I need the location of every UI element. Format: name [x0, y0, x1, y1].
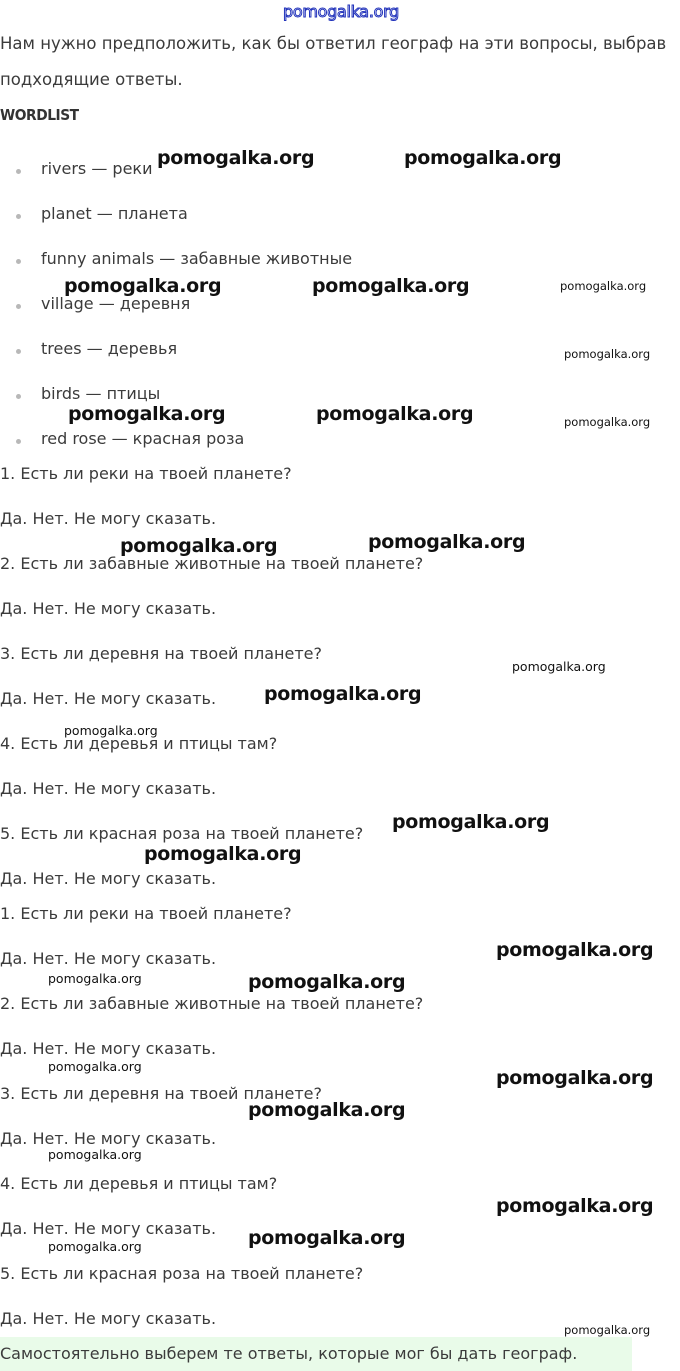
bullet-icon: [16, 304, 21, 309]
question-2: 2. Есть ли забавные животные на твоей планете?: [0, 994, 424, 1013]
watermark: pomogalka.org: [48, 1147, 142, 1162]
watermark: pomogalka.org: [392, 811, 550, 833]
watermark: pomogalka.org: [496, 1067, 654, 1089]
list-item: village — деревня: [41, 294, 191, 313]
bullet-icon: [16, 214, 21, 219]
wordlist-heading: WORDLIST: [0, 106, 79, 124]
watermark: pomogalka.org: [64, 723, 158, 738]
watermark: pomogalka.org: [248, 1227, 406, 1249]
bullet-icon: [16, 259, 21, 264]
watermark: pomogalka.org: [564, 1323, 651, 1337]
answer-options: Да. Нет. Не могу сказать.: [0, 1129, 217, 1148]
question-5: 5. Есть ли красная роза на твоей планете?: [0, 824, 364, 843]
watermark: pomogalka.org: [404, 147, 562, 169]
list-item: rivers — реки: [41, 159, 153, 178]
question-4: 4. Есть ли деревья и птицы там?: [0, 1174, 278, 1193]
watermark: pomogalka.org: [144, 843, 302, 865]
site-logo: pomogalka.org: [283, 2, 399, 21]
conclusion-text: Самостоятельно выберем те ответы, которые мог бы дать географ.: [0, 1344, 578, 1363]
answer-options: Да. Нет. Не могу сказать.: [0, 689, 217, 708]
bullet-icon: [16, 394, 21, 399]
watermark: pomogalka.org: [312, 275, 470, 297]
question-3: 3. Есть ли деревня на твоей планете?: [0, 644, 322, 663]
list-item: planet — планета: [41, 204, 188, 223]
watermark: pomogalka.org: [264, 683, 422, 705]
watermark: pomogalka.org: [68, 403, 226, 425]
watermark: pomogalka.org: [48, 971, 142, 986]
watermark: pomogalka.org: [316, 403, 474, 425]
watermark: pomogalka.org: [496, 1195, 654, 1217]
watermark: pomogalka.org: [120, 535, 278, 557]
intro-text-line-1: Нам нужно предположить, как бы ответил географ на эти вопросы, выбрав: [0, 34, 667, 53]
watermark: pomogalka.org: [48, 1059, 142, 1074]
list-item: red rose — красная роза: [41, 429, 245, 448]
answer-options: Да. Нет. Не могу сказать.: [0, 949, 217, 968]
answer-options: Да. Нет. Не могу сказать.: [0, 509, 217, 528]
question-4: 4. Есть ли деревья и птицы там?: [0, 734, 278, 753]
question-5: 5. Есть ли красная роза на твоей планете?: [0, 1264, 364, 1283]
bullet-icon: [16, 169, 21, 174]
watermark: pomogalka.org: [512, 659, 606, 674]
answer-options: Да. Нет. Не могу сказать.: [0, 1309, 217, 1328]
question-1: 1. Есть ли реки на твоей планете?: [0, 904, 292, 923]
watermark: pomogalka.org: [564, 415, 651, 429]
answer-options: Да. Нет. Не могу сказать.: [0, 1039, 217, 1058]
watermark: pomogalka.org: [248, 1099, 406, 1121]
watermark: pomogalka.org: [48, 1239, 142, 1254]
watermark: pomogalka.org: [368, 531, 526, 553]
intro-text-line-2: подходящие ответы.: [0, 70, 183, 89]
bullet-icon: [16, 349, 21, 354]
answer-options: Да. Нет. Не могу сказать.: [0, 869, 217, 888]
list-item: funny animals — забавные животные: [41, 249, 353, 268]
list-item: trees — деревья: [41, 339, 178, 358]
list-item: birds — птицы: [41, 384, 161, 403]
watermark: pomogalka.org: [560, 279, 647, 293]
question-1: 1. Есть ли реки на твоей планете?: [0, 464, 292, 483]
watermark: pomogalka.org: [248, 971, 406, 993]
watermark: pomogalka.org: [157, 147, 315, 169]
answer-options: Да. Нет. Не могу сказать.: [0, 599, 217, 618]
watermark: pomogalka.org: [64, 275, 222, 297]
answer-options: Да. Нет. Не могу сказать.: [0, 779, 217, 798]
watermark: pomogalka.org: [564, 347, 651, 361]
question-3: 3. Есть ли деревня на твоей планете?: [0, 1084, 322, 1103]
watermark: pomogalka.org: [496, 939, 654, 961]
question-2: 2. Есть ли забавные животные на твоей планете?: [0, 554, 424, 573]
bullet-icon: [16, 439, 21, 444]
answer-options: Да. Нет. Не могу сказать.: [0, 1219, 217, 1238]
